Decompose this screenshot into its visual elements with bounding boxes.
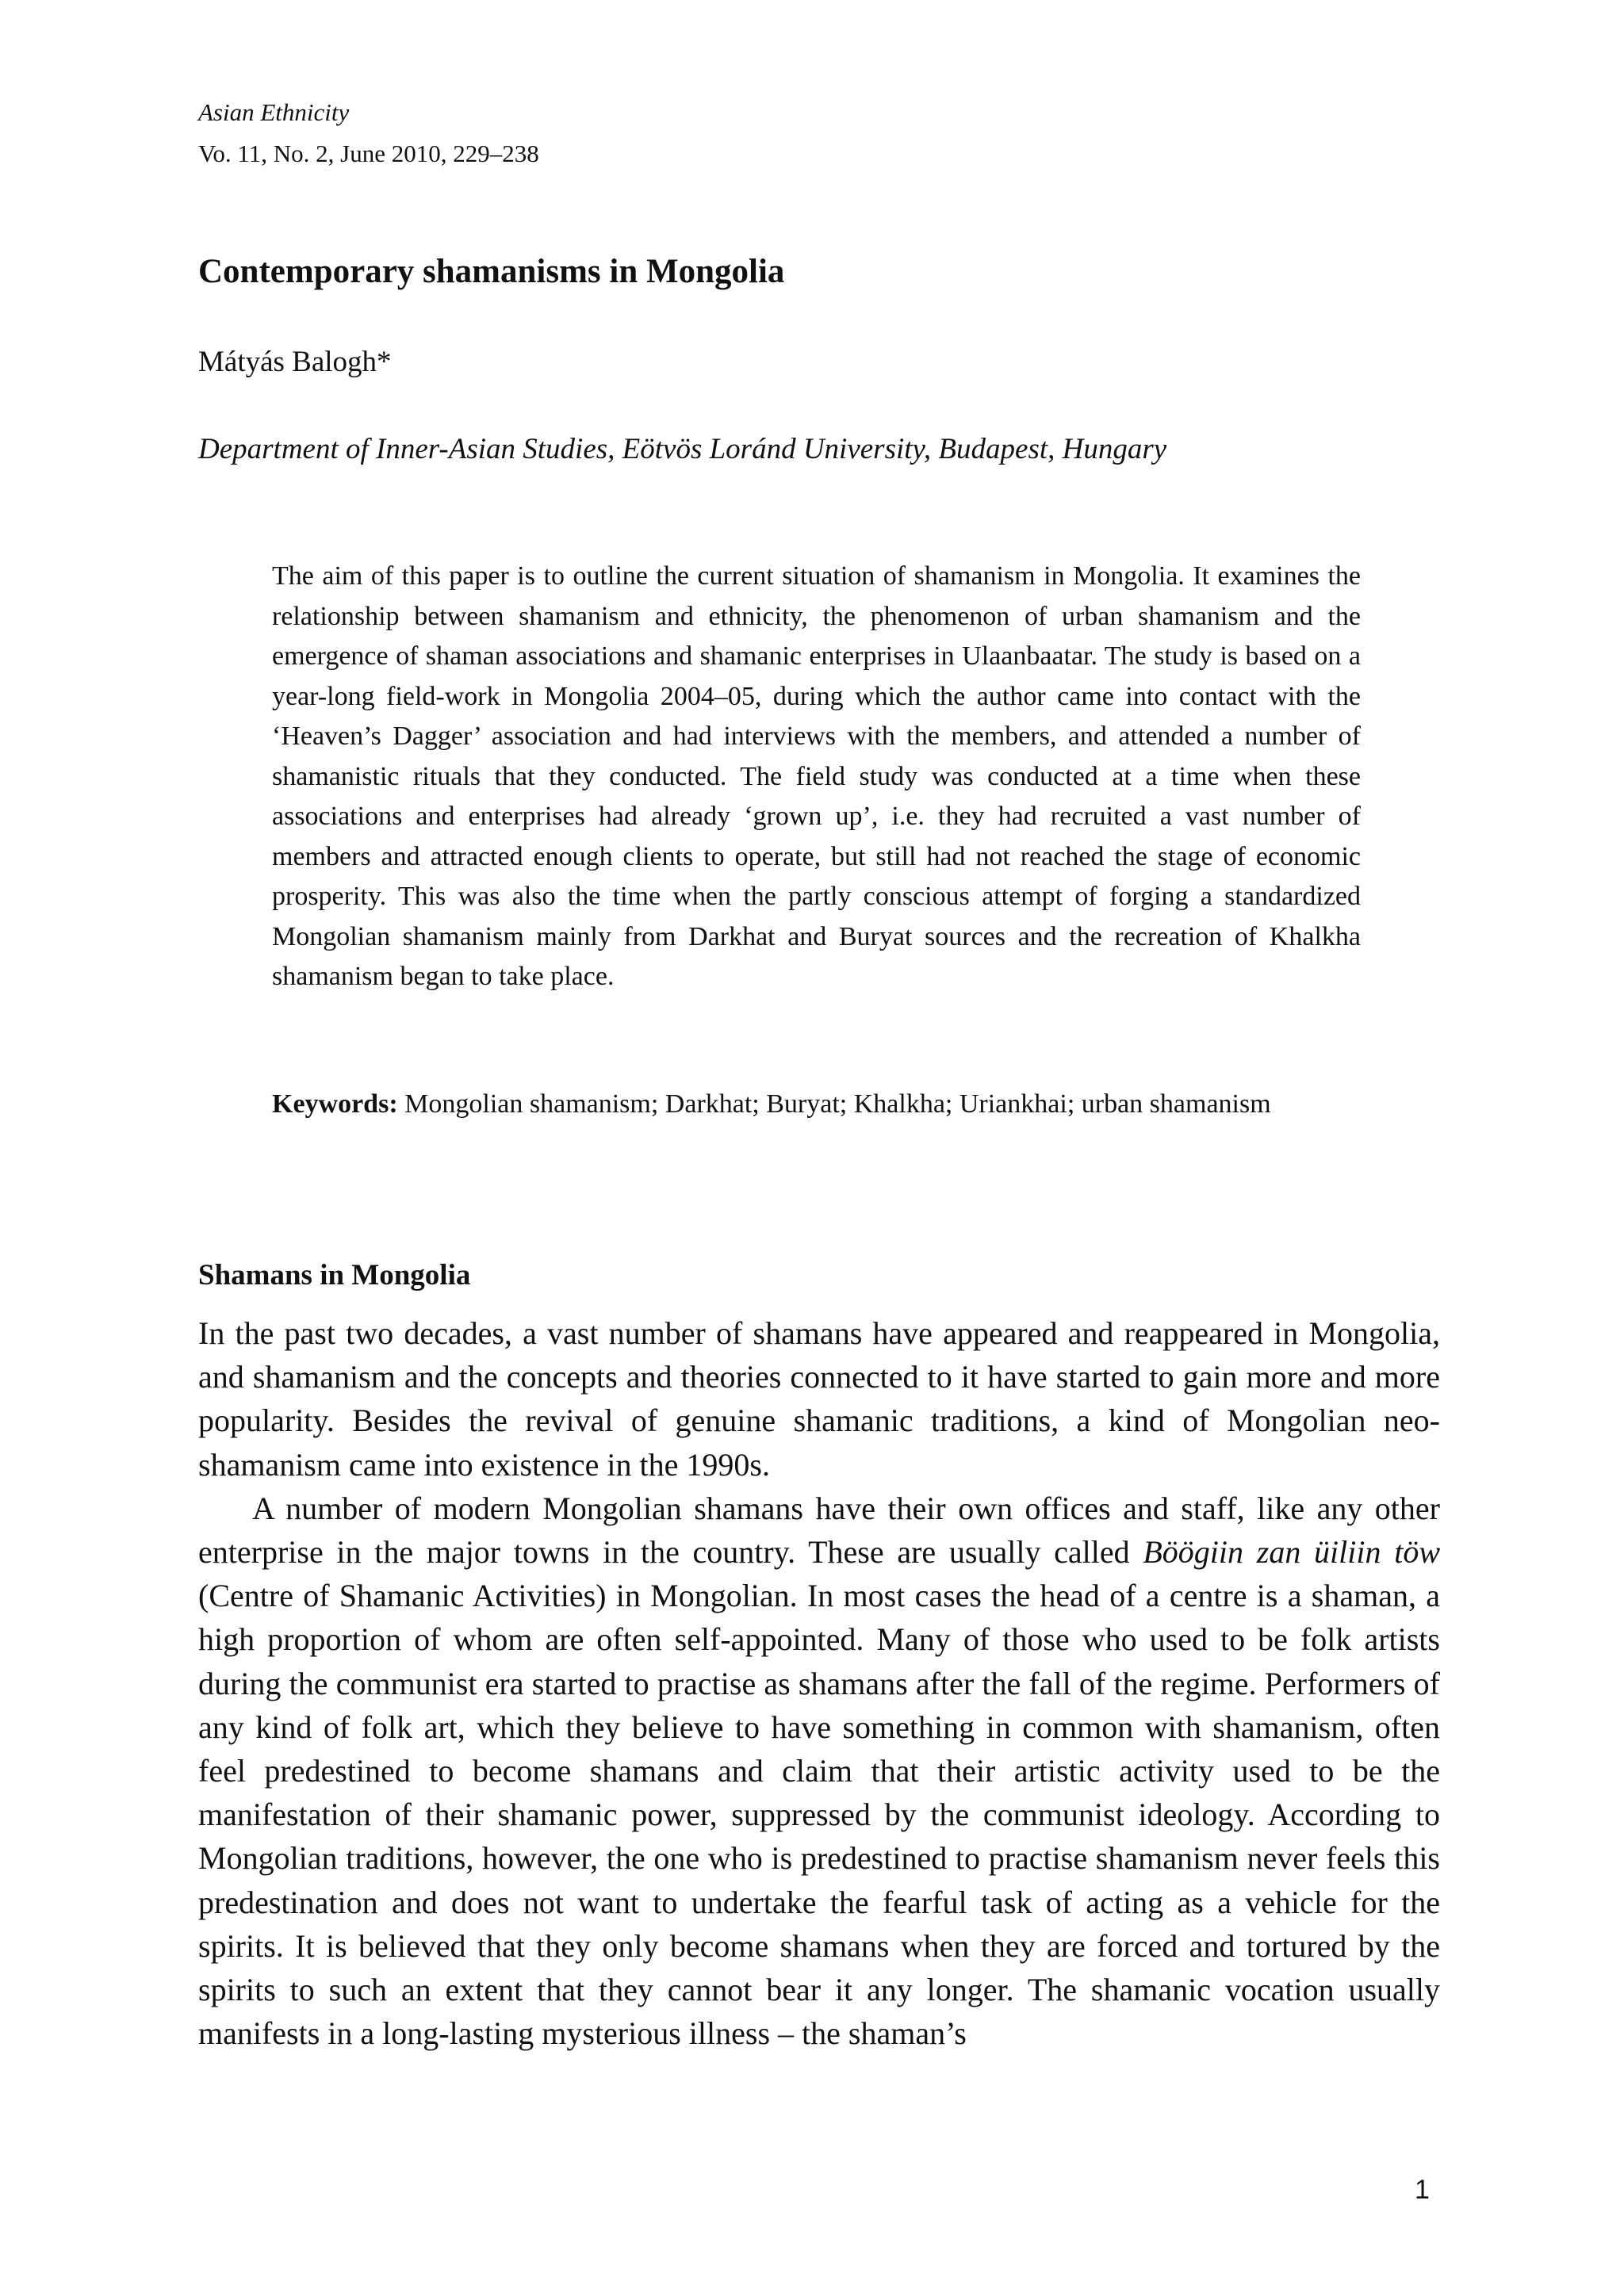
- keywords-line: [272, 1085, 1361, 1124]
- page-number: 1: [1415, 2175, 1430, 2205]
- body-paragraph-1: In the past two decades, a vast number of shamans have appeared and reappeared in Mongolia, and shamanism and the concepts and theories connected to it have started to gain more and more popularity. Besides the revival of genuine shamanic traditions, a kind of Mongolian neo-shamanism came into existence in the 1990s.: [198, 1315, 1440, 1483]
- journal-issue-info: Vo. 11, No. 2, June 2010, 229–238: [198, 140, 539, 167]
- article-title: Contemporary shamanisms in Mongolia: [198, 253, 785, 290]
- body-paragraph-2-part-1: A number of modern Mongolian shamans have their own offices and staff, like any other enterprise in the major towns in the country. These are usually called: [198, 1490, 1440, 1571]
- mongolian-term: Böögiin zan üiliin töw: [1143, 1534, 1440, 1571]
- section-heading: Shamans in Mongolia: [198, 1259, 471, 1292]
- keywords-label: Keywords:: [272, 1089, 398, 1119]
- body-text: [198, 1311, 1440, 2055]
- body-paragraph-2-part-2: (Centre of Shamanic Activities) in Mongolian. In most cases the head of a centre is a shaman, a high proportion of whom are often self-appointed. Many of those who used to be folk artists during the communist era started to practise as shamans after the fall of the regime. Performers of any kind of folk art, which they believe to have something in common with shamanism, often feel predestined to become shamans and claim that their artistic activity used to be the manifestation of their shamanic power, suppressed by the communist ideology. According to Mongolian traditions, however, the one who is predestined to practise shamanism never feels this predestination and does not want to undertake the fearful task of acting as a vehicle for the spirits. It is believed that they only become shamans when they are forced and tortured by the spirits to such an extent that they cannot bear it any longer. The shamanic vocation usually manifests in a long-lasting mysterious illness – the shaman’s: [198, 1578, 1440, 2052]
- keywords-list: Mongolian shamanism; Darkhat; Buryat; Khalkha; Uriankhai; urban shamanism: [397, 1089, 1271, 1119]
- body-paragraph-2: [198, 1487, 1440, 2056]
- abstract-text: The aim of this paper is to outline the current situation of shamanism in Mongolia. It examines the relationship between shamanism and ethnicity, the phenomenon of urban shamanism and the emergence of shaman associations and shamanic enterprises in Ulaanbaatar. The study is based on a year-long field-work in Mongolia 2004–05, during which the author came into contact with the ‘Heaven’s Dagger’ association and had interviews with the members, and attended a number of shamanistic rituals that they conducted. The field study was conducted at a time when these associations and enterprises had already ‘grown up’, i.e. they had recruited a vast number of members and attracted enough clients to operate, but still had not reached the stage of economic prosperity. This was also the time when the partly conscious attempt of forging a standardized Mongolian shamanism mainly from Darkhat and Buryat sources and the recreation of Khalkha shamanism began to take place.: [272, 561, 1361, 991]
- article-author: Mátyás Balogh*: [198, 346, 392, 378]
- author-affiliation: Department of Inner-Asian Studies, Eötvös Loránd University, Budapest, Hungary: [198, 433, 1167, 465]
- journal-name: Asian Ethnicity: [198, 98, 350, 126]
